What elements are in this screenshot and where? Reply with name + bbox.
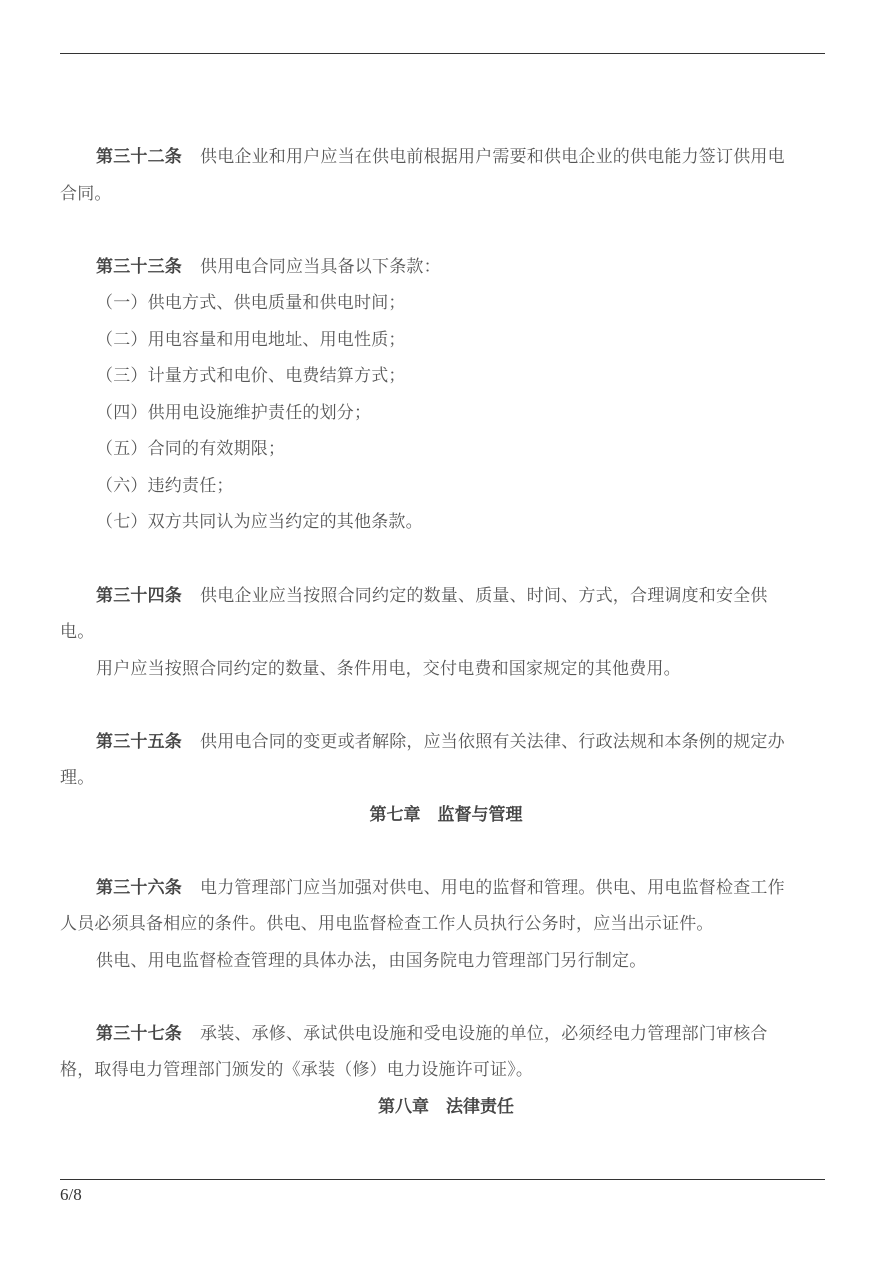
article-37-text: 承装、承修、承试供电设施和受电设施的单位，必须经电力管理部门审核合 <box>200 1024 768 1044</box>
article-33-text: 供用电合同应当具备以下条款： <box>200 257 441 277</box>
article-34-text: 供电企业应当按照合同约定的数量、质量、时间、方式，合理调度和安全供 <box>200 586 768 606</box>
article-32-first-line <box>96 145 785 169</box>
article-33-item: （二）用电容量和用电地址、用电性质； <box>96 330 406 350</box>
article-33-item: （五）合同的有效期限； <box>96 439 286 459</box>
article-36-paragraph-2: 供电、用电监督检查管理的具体办法，由国务院电力管理部门另行制定。 <box>96 951 647 971</box>
article-32-continuation: 合同。 <box>60 184 112 204</box>
chapter-7-heading: 第七章 监督与管理 <box>369 805 523 825</box>
article-33-item: （四）供用电设施维护责任的划分； <box>96 403 372 423</box>
article-34-label: 第三十四条 <box>96 586 182 606</box>
article-37-first-line <box>96 1022 768 1046</box>
article-35-continuation: 理。 <box>60 768 95 788</box>
article-36-first-line <box>96 876 785 900</box>
article-37-label: 第三十七条 <box>96 1024 182 1044</box>
article-35-first-line <box>96 730 785 754</box>
article-35-text: 供用电合同的变更或者解除，应当依照有关法律、行政法规和本条例的规定办 <box>200 732 785 752</box>
article-33-item: （六）违约责任； <box>96 476 234 496</box>
article-32-label: 第三十二条 <box>96 147 182 167</box>
page-number: 6/8 <box>60 1185 82 1204</box>
article-33-first-line <box>96 255 441 279</box>
article-35-label: 第三十五条 <box>96 732 182 752</box>
article-33-item: （三）计量方式和电价、电费结算方式； <box>96 366 406 386</box>
article-34-paragraph-2: 用户应当按照合同约定的数量、条件用电，交付电费和国家规定的其他费用。 <box>96 659 681 679</box>
chapter-8-heading: 第八章 法律责任 <box>378 1097 514 1117</box>
article-36-text: 电力管理部门应当加强对供电、用电的监督和管理。供电、用电监督检查工作 <box>200 878 785 898</box>
article-33-item: （七）双方共同认为应当约定的其他条款。 <box>96 512 423 532</box>
article-33-item: （一）供电方式、供电质量和供电时间； <box>96 293 406 313</box>
article-34-continuation: 电。 <box>60 622 95 642</box>
header-rule <box>60 53 825 54</box>
footer-rule <box>60 1179 825 1180</box>
article-36-label: 第三十六条 <box>96 878 182 898</box>
article-34-first-line <box>96 584 768 608</box>
article-33-label: 第三十三条 <box>96 257 182 277</box>
article-36-continuation: 人员必须具备相应的条件。供电、用电监督检查工作人员执行公务时，应当出示证件。 <box>60 914 714 934</box>
article-32-text: 供电企业和用户应当在供电前根据用户需要和供电企业的供电能力签订供用电 <box>200 147 785 167</box>
article-37-continuation: 格，取得电力管理部门颁发的《承装（修）电力设施许可证》。 <box>60 1060 534 1080</box>
